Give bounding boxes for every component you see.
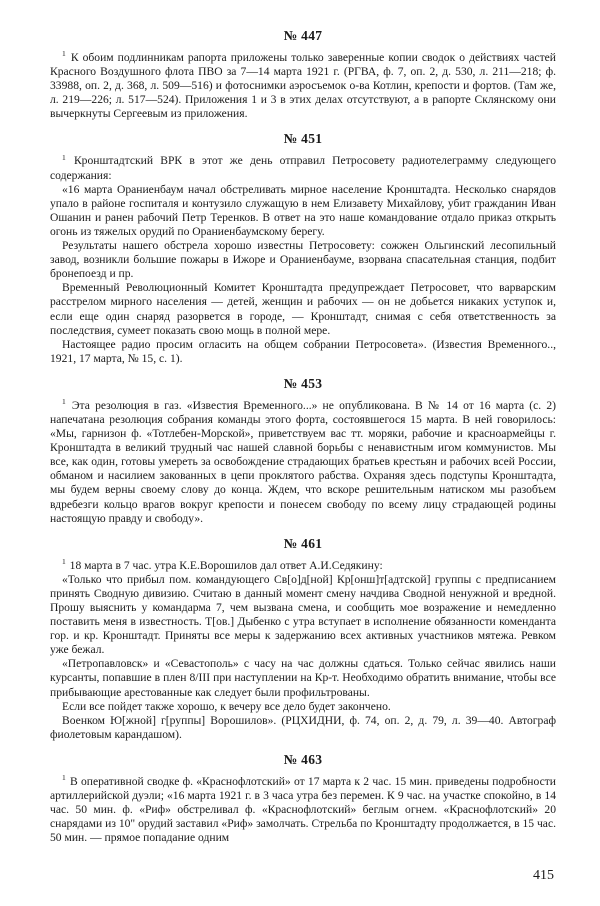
footnote-marker: 1 (62, 152, 66, 162)
section-heading: № 453 (283, 375, 323, 391)
note-paragraph (50, 183, 556, 239)
paragraph-text: Военком Ю[жной] г[руппы] Ворошилов». (РЦХИДНИ, ф. 74, оп. 2, д. 79, л. 39—40. Автограф фиолетовым карандашом). (50, 713, 556, 741)
paragraph-text: Результаты нашего обстрела хорошо известны Петросовету: сожжен Ольгинский лесопильный завод, возникли большие пожары в Ижоре и Ораниенбауме, взорвана спасательная станция, подбит бронепоезд и пр. (50, 239, 556, 281)
notes-column (50, 28, 556, 845)
note-paragraph (50, 51, 556, 121)
note-paragraph (50, 399, 556, 526)
paragraph-text: Если все пойдет также хорошо, к вечеру все дело будет закончено. (62, 699, 391, 713)
paragraph-text: 18 марта в 7 час. утра К.Е.Ворошилов дал ответ А.И.Седякину: (69, 558, 383, 572)
paragraph-text: Настоящее радио просим огласить на общем собрании Петросовета». (Известия Временного.., 1921, 17 марта, № 15, с. 1). (50, 337, 556, 365)
section-heading: № 451 (283, 131, 323, 147)
footnote-marker: 1 (62, 49, 66, 59)
section-heading: № 463 (283, 751, 323, 767)
footnote-marker: 1 (62, 397, 66, 407)
note-paragraph (50, 573, 556, 658)
note-paragraph (50, 281, 556, 337)
paragraph-text: «Только что прибыл пом. командующего Св[о]д[ной] Кр[онш]т[адтской] группы с предписанием принять Сводную дивизию. Считаю в данный момент смену начдива Сводной ненужной и вредной. Прошу выяснить у командарма 7, чем вызвана смена, и сообщить мое возражение и немедленно поставить меня в известность. Т[ов.] Дыбенко с утра вступает в исполнение обязанности коменданта гор. и кр. Кронштадт. Приняты все меры к задержанию всех активных участников мятежа. Ревком уже бежал. (50, 572, 556, 657)
note-paragraph (50, 556, 556, 573)
note-paragraph (50, 338, 556, 366)
paragraph-text: Кронштадтский ВРК в этот же день отправил Петросовету радиотелеграмму следующего содержания: (50, 154, 556, 182)
paragraph-text: Эта резолюция в газ. «Известия Временного...» не опубликована. В № 14 от 16 марта (с. 2) напечатана резолюция собрания команды этого форта, состоявшегося 15 марта. В ней говорилось: «Мы, гарнизон ф. «Тотлебен-Морской», приветствуем вас тт. моряки, рабочие и красноармейцы г. Кронштадта в великий трудный час нашей славной борьбы с ненавистным игом коммунистов. Мы все, как один, готовы умереть за освобождение страдающих братьев крестьян и рабочих всей России, обманом и насилием закованных в цепи проклятого рабства. Охраняя здесь подступы Кронштадта, мы будем верны своему слову до конца. Ждем, что вскоре решительным натиском мы разобъем вдребезги кольцо врагов вокруг крепости и понесем свободу по всему лицу страдающей родины настоящую правду и свободу». (50, 398, 556, 525)
paragraph-text: Временный Революционный Комитет Кронштадта предупреждает Петросовет, что варварским расстрелом мирного населения — детей, женщин и рабочих — он не добьется никаких уступок и, если еще один снаряд разорвется в городе, — Кронштадт, снимая с себя ответственность за последствия, сумеет показать свою мощь в полной мере. (50, 281, 556, 337)
paragraph-text: «16 марта Ораниенбаум начал обстреливать мирное население Кронштадта. Несколько снарядов упало в районе госпиталя и контузило служащую в нем Елизавету Михайлову, убит гражданин Иван Ошанин и ранен рабочий Петр Теренков. В ответ на это наше командование отдало приказ открыть огонь из тяжелых орудий по Ораниенбаумскому берегу. (50, 182, 556, 238)
note-paragraph (50, 775, 556, 845)
section-heading: № 461 (283, 535, 323, 551)
footnote-marker: 1 (62, 773, 66, 783)
page-number: 415 (533, 868, 554, 883)
paragraph-text: В оперативной сводке ф. «Краснофлотский» от 17 марта к 2 час. 15 мин. приведены подробности артиллерийской дуэли; «16 марта 1921 г. в 3 часа утра без перемен. К 9 час. на участке спокойно, в 14 час. 50 мин. ф. «Риф» обстреливал ф. «Краснофлотский» беглым огнем. «Краснофлотский» 20 снарядами из 10" орудий заставил «Риф» замолчать. Стрельба по Кронштадту продолжается, в 15 час. 50 мин. — прямое попадание одним (50, 774, 556, 845)
footnote-marker: 1 (62, 556, 66, 566)
note-paragraph (50, 657, 556, 699)
paragraph-text: К обоим подлинникам рапорта приложены только заверенные копии сводок о действиях частей Красного Воздушного флота ПВО за 7—14 марта 1921 г. (РГВА, ф. 7, оп. 2, д. 530, л. 211—218; ф. 33988, оп. 2, д. 368, л. 509—516) и фотоснимки аэросъемок о-ва Котлин, крепости и фортов. (Там же, л. 219—226; л. 517—524). Приложения 1 и 3 в этих делах отсутствуют, а в рапорте Склянскому они вычеркнуты Сергеевым из приложения. (50, 51, 556, 121)
note-paragraph (50, 154, 556, 182)
note-paragraph (50, 700, 556, 714)
note-paragraph (50, 714, 556, 742)
note-paragraph (50, 239, 556, 281)
paragraph-text: «Петропавловск» и «Севастополь» с часу на час должны сдаться. Только сейчас явились наши курсанты, попавшие в плен 8/III при наступлении на Кр-т. Необходимо обратить внимание, чтобы все прибывающие арестованные как следует были профильтрованы. (50, 657, 556, 699)
section-heading: № 447 (283, 28, 323, 43)
